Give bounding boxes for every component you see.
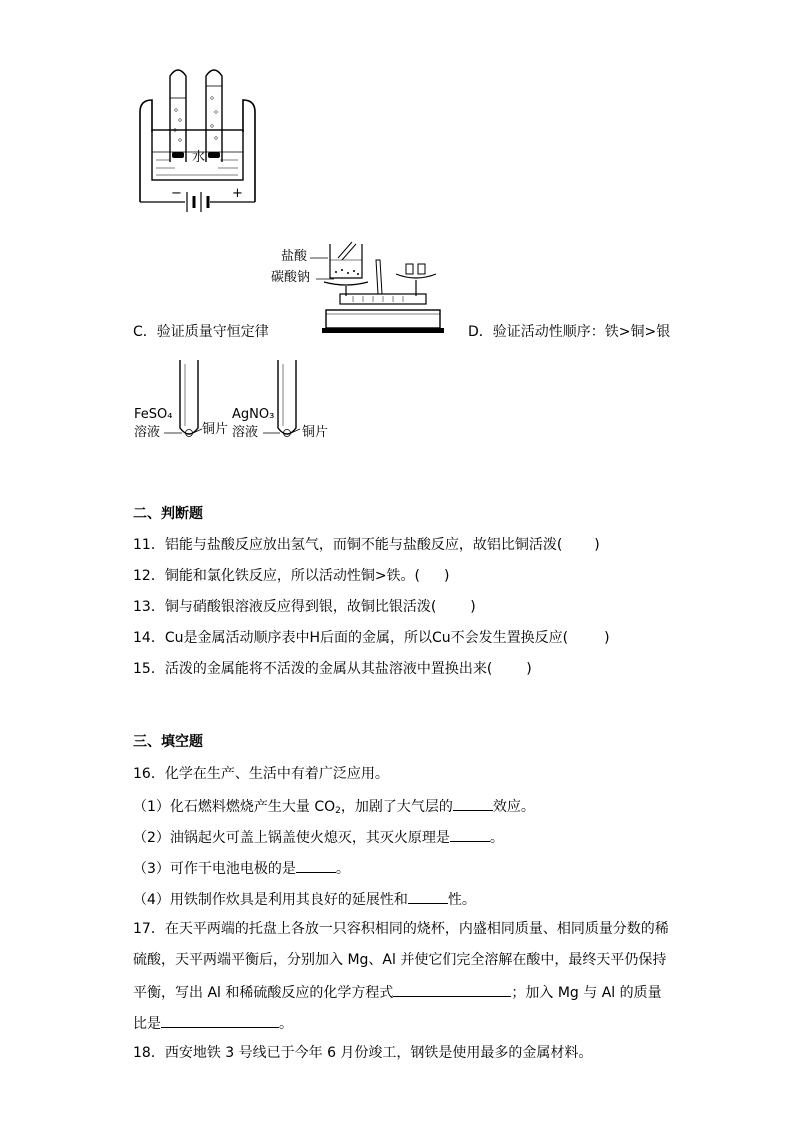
question-17-line-3: 平衡，写出 Al 和稀硫酸反应的化学方程式 ；加入 Mg 与 Al 的质量 [133, 982, 662, 1002]
question-13: 13．铜与硝酸银溶液反应得到银，故铜比银活泼( ) [133, 599, 476, 615]
feso4-formula: FeSO₄ [134, 407, 173, 422]
agno3-formula: AgNO₃ [232, 407, 275, 422]
sodium-carbonate-label: 碳酸钠 [271, 270, 311, 285]
section-2-title: 二、判断题 [133, 506, 203, 522]
question-17-line-2: 硫酸，天平两端平衡后，分别加入 Mg、Al 并使它们完全溶解在酸中，最终天平仍保持 [133, 952, 667, 968]
feso4-solution-label: 溶液 [134, 425, 161, 440]
question-17-line-4: 比是 。 [133, 1013, 293, 1033]
question-16-3: （3）可作干电池电极的是 。 [133, 858, 350, 878]
answer-blank[interactable] [408, 889, 448, 904]
label-leaders [310, 255, 340, 285]
question-16-stem: 16．化学在生产、生活中有着广泛应用。 [133, 766, 389, 782]
question-12: 12．铜能和氯化铁反应，所以活动性铜>铁。( ) [133, 568, 450, 584]
question-17-line-1: 17．在天平两端的托盘上各放一只容积相同的烧杯，内盛相同质量、相同质量分数的稀 [133, 921, 669, 937]
agno3-solution-label: 溶液 [232, 425, 259, 440]
hydrochloric-acid-label: 盐酸 [281, 249, 308, 264]
answer-blank[interactable] [450, 827, 490, 842]
option-d-label: D．验证活动性顺序：铁>铜>银 [468, 324, 671, 340]
question-16-2: （2）油锅起火可盖上锅盖使火熄灭，其灭火原理是 。 [133, 827, 504, 847]
balance-apparatus [318, 238, 448, 338]
question-15: 15．活泼的金属能将不活泼的金属从其盐溶液中置换出来( ) [133, 661, 532, 677]
question-18: 18．西安地铁 3 号线已于今年 6 月份竣工，钢铁是使用最多的金属材料。 [133, 1045, 593, 1061]
answer-blank[interactable] [296, 858, 336, 873]
question-16-4: （4）用铁制作炊具是利用其良好的延展性和 性。 [133, 889, 476, 909]
question-14: 14．Cu是金属活动顺序表中H后面的金属，所以Cu不会发生置换反应( ) [133, 630, 610, 646]
minus-terminal-label: − [171, 186, 182, 201]
question-11: 11．铝能与盐酸反应放出氢气，而铜不能与盐酸反应，故铝比铜活泼( ) [133, 537, 600, 553]
electrolysis-apparatus [130, 62, 270, 222]
answer-blank[interactable] [161, 1013, 279, 1028]
plus-terminal-label: + [232, 186, 243, 201]
copper-piece-label-2: 铜片 [302, 425, 329, 440]
section-3-title: 三、填空题 [133, 734, 203, 750]
water-label: 水 [192, 150, 206, 165]
copper-piece-label-1: 铜片 [202, 422, 229, 437]
question-16-1: （1）化石燃料燃烧产生大量 $CO_2$，加剧了大气层的 效应。 [133, 796, 535, 820]
option-c-label: C．验证质量守恒定律 [133, 324, 269, 340]
answer-blank[interactable] [453, 796, 493, 811]
answer-blank[interactable] [393, 982, 511, 997]
